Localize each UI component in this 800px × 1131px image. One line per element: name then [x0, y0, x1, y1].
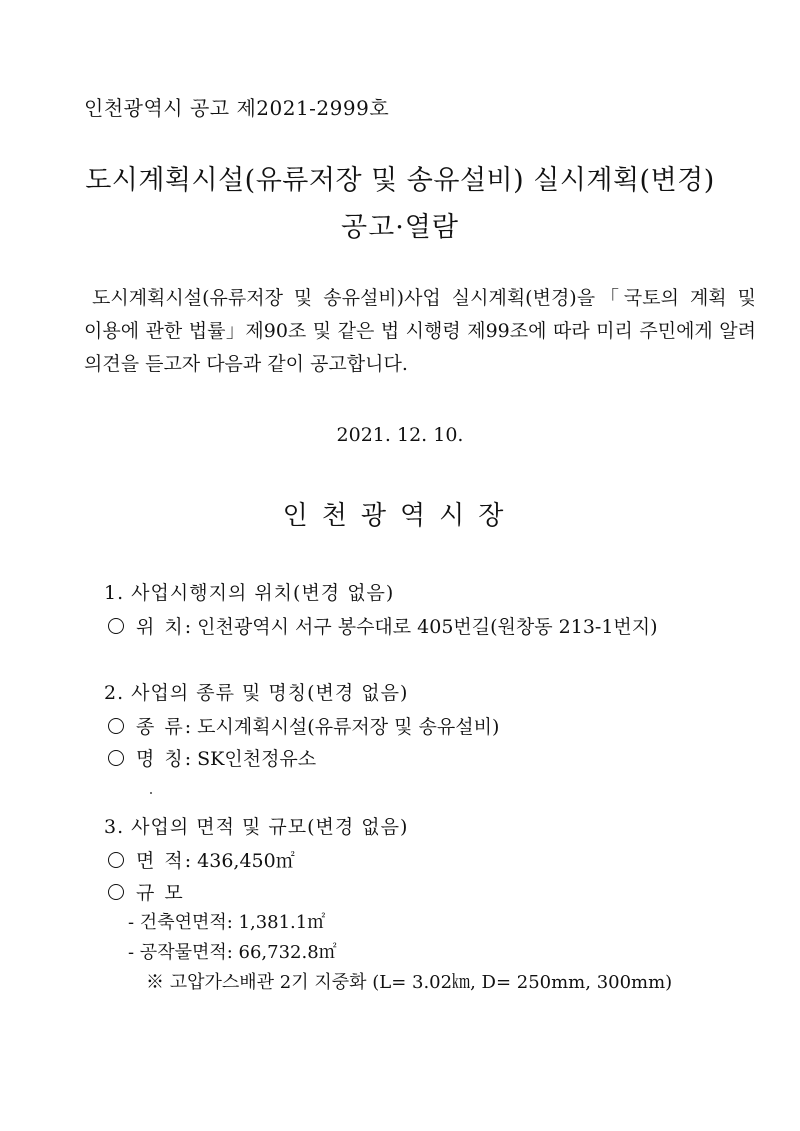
item-label: 면 적:: [136, 850, 194, 872]
type-item: [108, 712, 499, 739]
structure-area: - 공작물면적: 66,732.8㎡: [128, 942, 337, 963]
section-area-heading: 3. 사업의 면적 및 규모(변경 없음): [104, 816, 409, 838]
item-value: 도시계획시설(유류저장 및 송유설비): [197, 716, 500, 738]
pipeline-note: ※ 고압가스배관 2기 지중화 (L= 3.02㎞, D= 250mm, 300mm): [146, 972, 673, 993]
location-item: [108, 612, 658, 639]
name-item: [108, 744, 316, 771]
item-label: 명 칭:: [136, 748, 194, 770]
notice-date: 2021. 12. 10.: [336, 424, 464, 446]
section-type-heading: 2. 사업의 종류 및 명칭(변경 없음): [104, 682, 409, 704]
building-floor-area: - 건축연면적: 1,381.1㎡: [128, 912, 326, 933]
circle-bullet-icon: [108, 852, 124, 868]
notice-number: 인천광역시 공고 제2021-2999호: [84, 96, 390, 120]
item-value: 436,450㎡: [197, 850, 295, 872]
scan-speck: [150, 792, 152, 794]
circle-bullet-icon: [108, 750, 124, 766]
item-value: SK인천정유소: [197, 748, 317, 770]
area-item: [108, 846, 295, 873]
item-label: 규 모: [136, 882, 185, 904]
issuer-name: 인천광역시장: [282, 501, 518, 531]
circle-bullet-icon: [108, 618, 124, 634]
section-location-heading: 1. 사업시행지의 위치(변경 없음): [104, 582, 395, 604]
item-value: 인천광역시 서구 봉수대로 405번길(원창동 213-1번지): [197, 616, 658, 638]
document-subtitle: 공고·열람: [341, 212, 459, 243]
circle-bullet-icon: [108, 718, 124, 734]
circle-bullet-icon: [108, 884, 124, 900]
scale-item: [108, 878, 189, 905]
notice-body: 도시계획시설(유류저장 및 송유설비)사업 실시계획(변경)을「국토의 계획 및 이용에 관한 법률」제90조 및 같은 법 시행령 제99조에 따라 미리 주민에게 알려 의견을 듣고자 다음과 같이 공고합니다.: [84, 287, 756, 375]
item-label: 종 류:: [136, 716, 194, 738]
document-title: 도시계획시설(유류저장 및 송유설비) 실시계획(변경): [85, 165, 715, 196]
item-label: 위 치:: [136, 616, 194, 638]
